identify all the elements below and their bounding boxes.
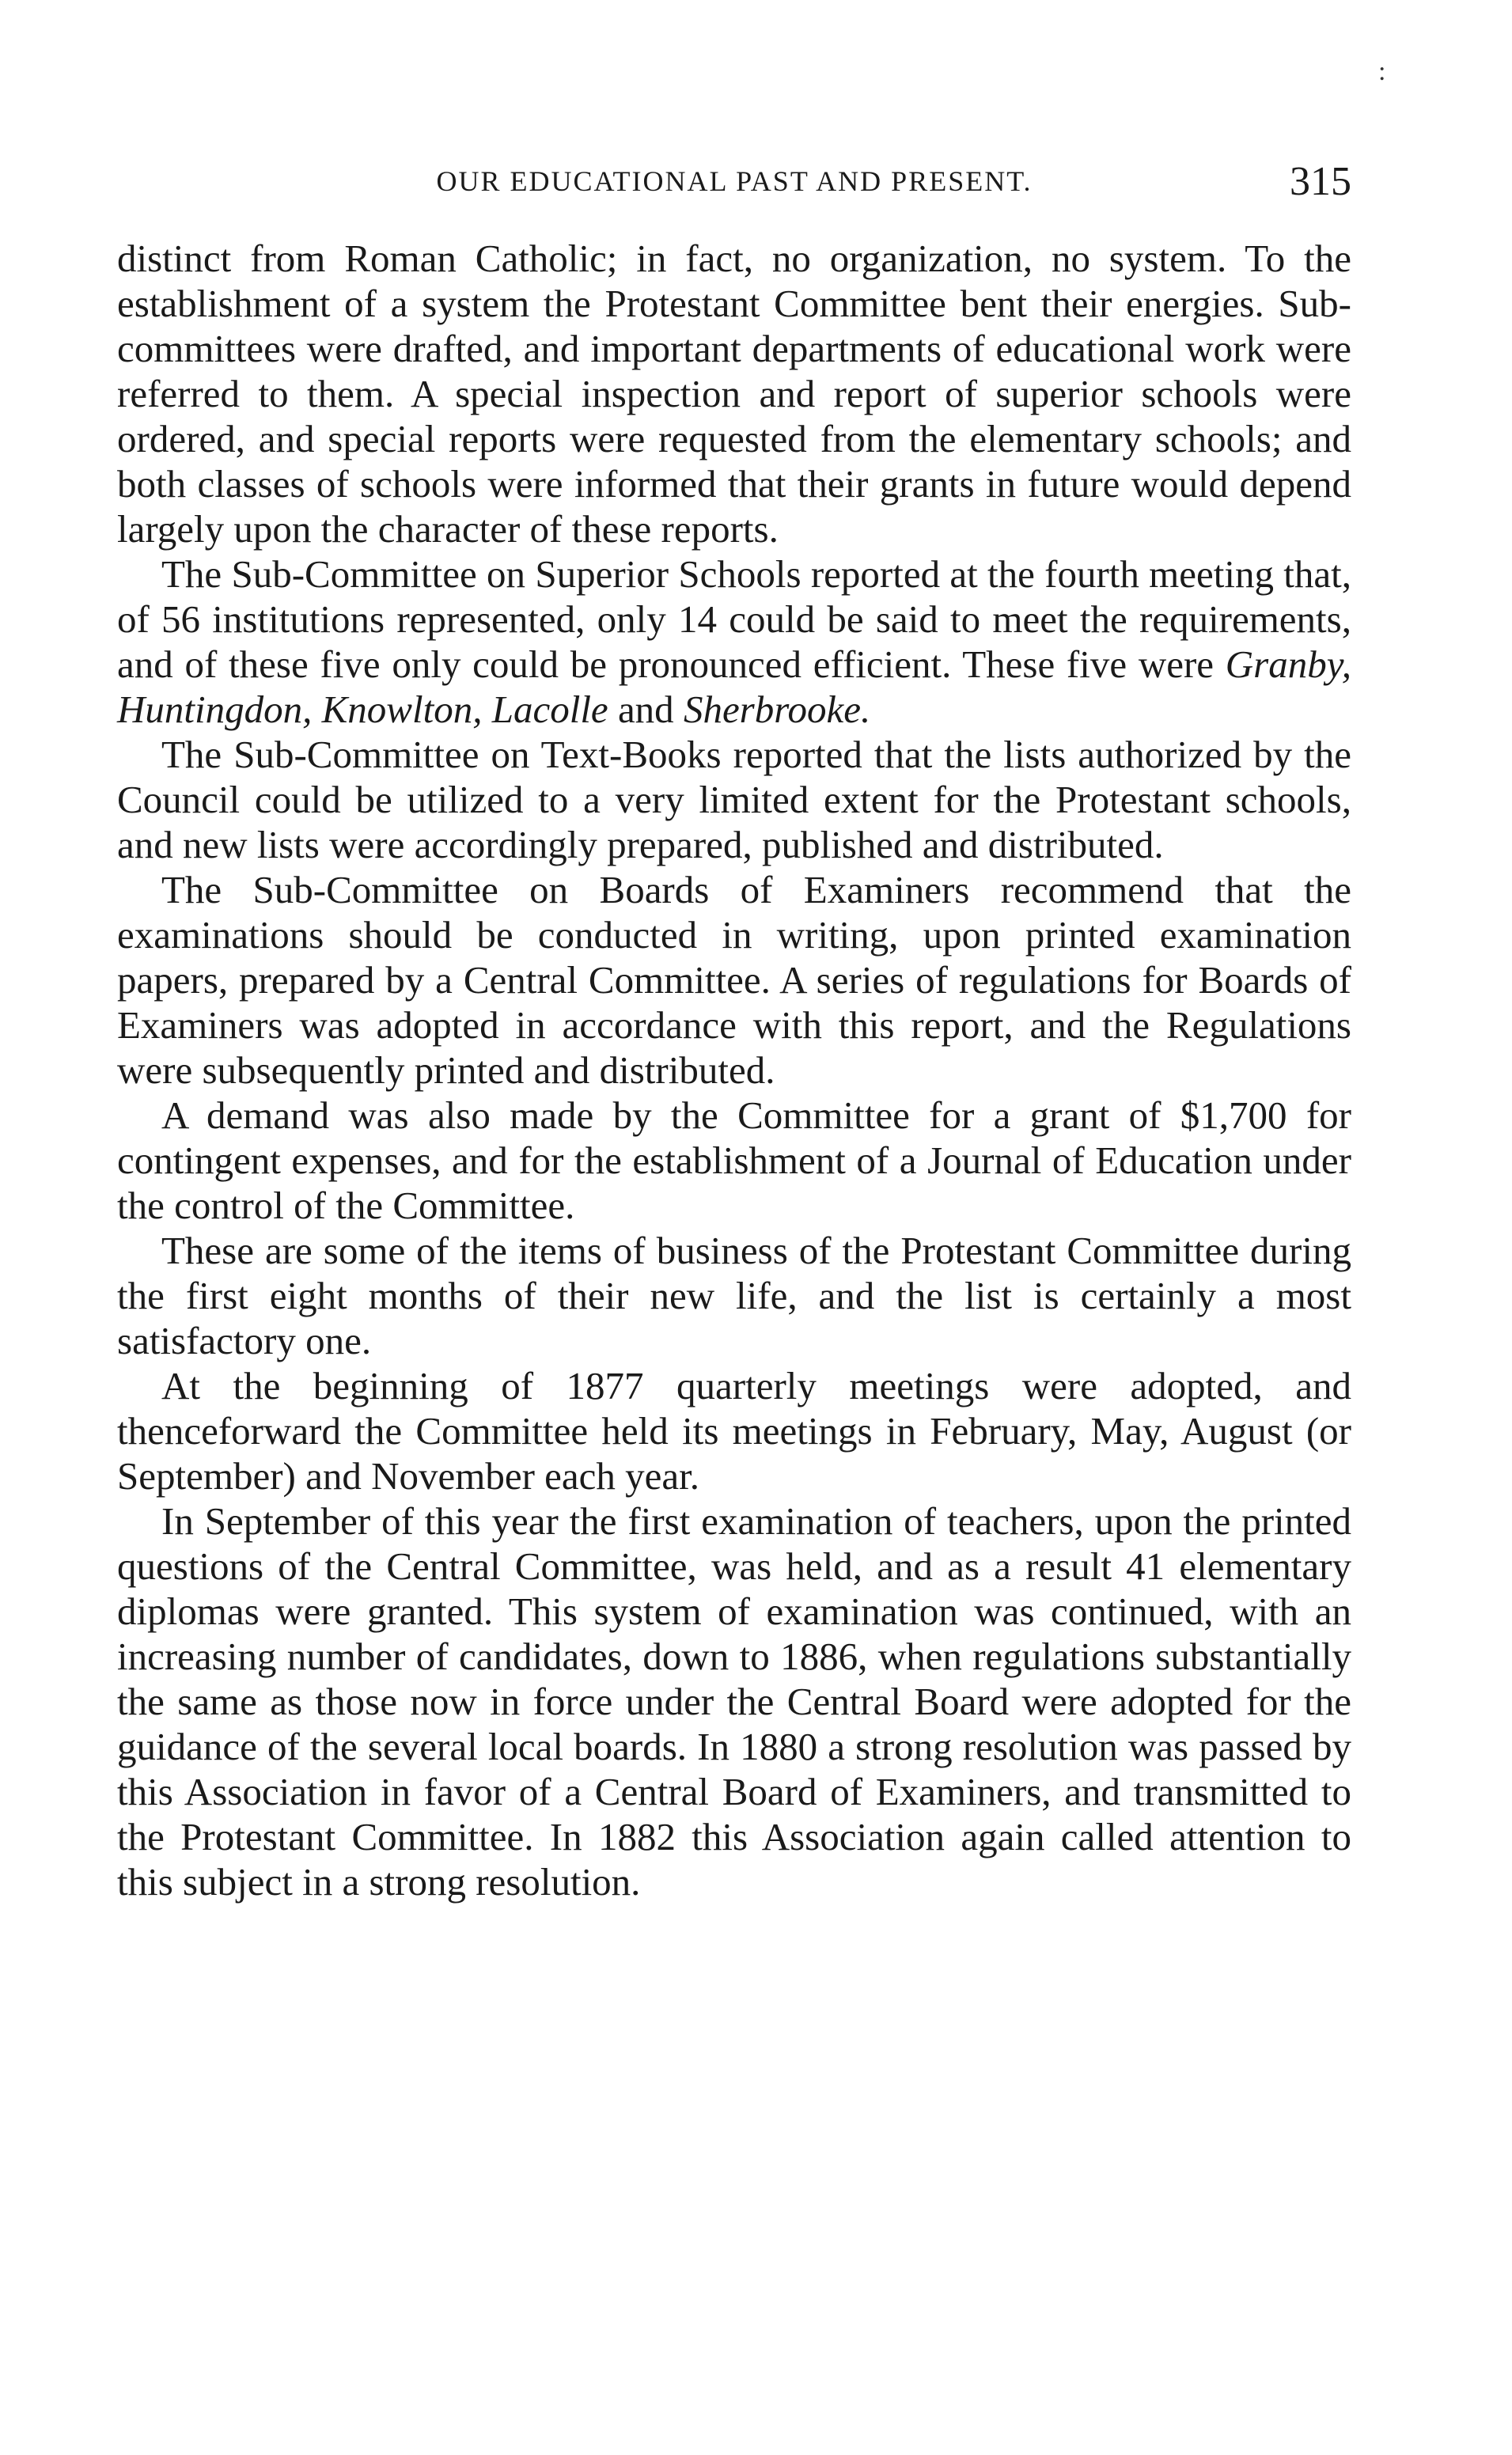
page-number: 315 <box>1290 159 1351 204</box>
school-name-sherbrooke: Sherbrooke. <box>683 688 871 731</box>
paragraph-4: The Sub-Committee on Boards of Examiners recommend that the examinations should be conducted in writing, upon printed examination papers, prepared by a Central Committee. A series of regulations for Boards of Examiners was adopted in accordance with this report, and the Regulations were subsequently printed and distributed. <box>117 868 1351 1092</box>
running-head <box>117 158 1351 209</box>
paragraph-2-text: The Sub-Committee on Superior Schools reported at the fourth meeting that, of 56 institutions represented, only 14 could be said to meet the requirements, and of these five only could be pronounced efficient. These five were <box>117 552 1351 686</box>
paragraph-2-conjunction: and <box>608 688 684 731</box>
paragraph-5: A demand was also made by the Committee for a grant of $1,700 for contingent expenses, and for the establishment of a Journal of Education under the control of the Committee. <box>117 1093 1351 1227</box>
paragraph-1: distinct from Roman Catholic; in fact, no organization, no system. To the establishment of a system the Protestant Committee bent their energies. Sub-committees were drafted, and important departments of educational work were referred to them. A special inspection and report of superior schools were ordered, and special reports were requested from the elementary schools; and both classes of schools were informed that their grants in future would depend largely upon the character of these reports. <box>117 237 1351 551</box>
paragraph-3: The Sub-Committee on Text-Books reported that the lists authorized by the Council could be utilized to a very limited extent for the Protestant schools, and new lists were accordingly prepared, published and distributed. <box>117 733 1351 866</box>
paragraph-2 <box>117 551 1351 732</box>
paragraph-6: These are some of the items of business of the Protestant Committee during the first eight months of their new life, and the list is certainly a most satisfactory one. <box>117 1229 1351 1362</box>
margin-mark: : <box>1378 57 1386 86</box>
running-title: OUR EDUCATIONAL PAST AND PRESENT. <box>436 165 1033 197</box>
body-text <box>117 236 1351 1904</box>
school-names-italic: Granby, Huntingdon, Knowlton, Lacolle <box>117 642 1351 731</box>
paragraph-7: At the beginning of 1877 quarterly meetings were adopted, and thenceforward the Committee held its meetings in February, May, August (or September) and November each year. <box>117 1364 1351 1498</box>
paragraph-8: In September of this year the first examination of teachers, upon the printed questions of the Central Committee, was held, and as a result 41 elementary diplomas were granted. This system of examination was continued, with an increasing number of candidates, down to 1886, when regulations substantially the same as those now in force under the Central Board were adopted for the guidance of the several local boards. In 1880 a strong resolution was passed by this Association in favor of a Central Board of Examiners, and transmitted to the Protestant Committee. In 1882 this Association again called attention to this subject in a strong resolution. <box>117 1499 1351 1904</box>
book-page <box>117 0 1351 2455</box>
